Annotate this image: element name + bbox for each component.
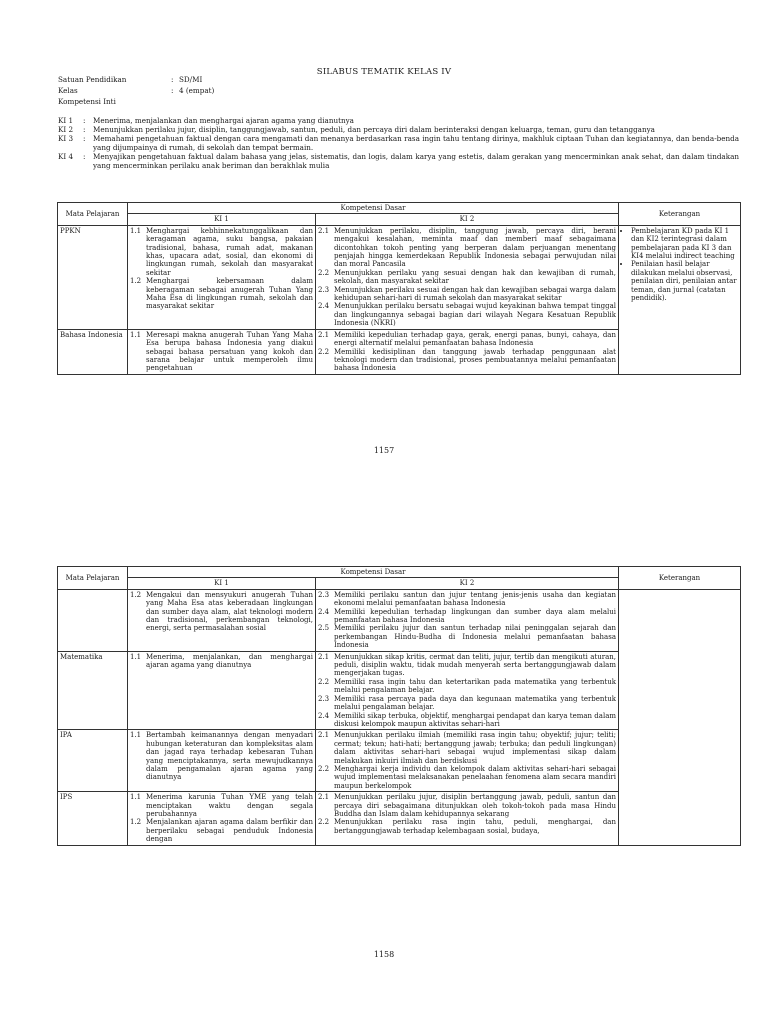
- kd-item: [318, 731, 616, 765]
- kd-item: [130, 818, 313, 843]
- kd-item: [130, 731, 313, 781]
- meta-value: 4 (empat): [179, 86, 215, 95]
- ki-code: KI 2: [58, 125, 74, 134]
- document-page-1158: [0, 560, 768, 1024]
- keterangan-item: • Pembelajaran KD pada KI 1 dan KI2 terintegrasi dalam pembelajaran pada KI 3 dan KI4 melalui indirect teaching: [631, 227, 738, 261]
- ki2-cell: [316, 225, 619, 329]
- meta-kelas: [58, 86, 214, 95]
- ki-text: Menyajikan pengetahuan faktual dalam bahasa yang jelas, sistematis, dan logis, dalam karya yang estetis, dalam gerakan yang mencerminkan anak sehat, dan dalam tindakan yang mencerminkan perilaku anak beriman dan berakhlak mulia: [93, 152, 739, 170]
- ki2-cell: [316, 730, 619, 792]
- kd-item: [318, 302, 616, 327]
- kd-item: [318, 348, 616, 373]
- meta-value: SD/MI: [179, 75, 203, 84]
- kd-number: 2.1: [318, 652, 330, 661]
- kd-text: Menunjukkan perilaku bersatu sebagai wujud keyakinan bahwa tempat tinggal dan lingkungannya sebagai bagian dari wilayah Negara Kesatuan Republik Indonesia (NKRI): [334, 302, 616, 328]
- kd-text: Menjalankan ajaran agama dalam berfikir dan berperilaku sebagai penduduk Indonesia dengan: [146, 818, 313, 844]
- ki-code: KI 1: [58, 116, 74, 125]
- kd-number: 2.2: [318, 677, 330, 686]
- kd-text: Menunjukkan perilaku sesuai dengan hak dan kewajiban sebagai warga dalam kehidupan sehari-hari di rumah sekolah dan masyarakat sekitar: [334, 285, 616, 303]
- kd-item: [318, 331, 616, 348]
- ki-code: KI 3: [58, 134, 74, 143]
- kd-text: Memiliki kepedulian terhadap gaya, gerak, energi panas, bunyi, cahaya, dan energi alternatif melalui pemanfaatan bahasa Indonesia: [334, 330, 616, 348]
- kd-item: [130, 653, 313, 670]
- table-row: [58, 589, 741, 651]
- kd-text: Menunjukkan perilaku jujur, disiplin bertanggung jawab, peduli, santun dan percaya diri sebagaimana ditunjukkan oleh tokoh-tokoh pada masa Hindu Buddha dan Islam dalam kehidupannya sekarang: [334, 793, 616, 818]
- kd-item: [318, 765, 616, 790]
- kd-text: Menghargai kebersamaan dalam keberagaman sebagai anugerah Tuhan Yang Maha Esa di lingkungan rumah, sekolah dan masyarakat sekitar: [146, 277, 313, 311]
- ki1-cell: [128, 651, 316, 730]
- document-page-1157: [0, 0, 768, 470]
- table-row: [58, 225, 741, 329]
- kd-item: [130, 331, 313, 373]
- kd-text: Menerima karunia Tuhan YME yang telah menciptakan waktu dengan segala perubahannya: [146, 793, 313, 818]
- ki-colon: :: [83, 125, 86, 134]
- kd-item: [318, 818, 616, 835]
- header-kompetensi-dasar: Kompetensi Dasar: [128, 567, 619, 578]
- ki-text: Menunjukkan perilaku jujur, disiplin, tanggungjawab, santun, peduli, dan percaya diri dalam berinteraksi dengan keluarga, teman, guru dan tetangganya: [93, 125, 655, 134]
- ki-text: Menerima, menjalankan dan menghargai ajaran agama yang dianutnya: [93, 116, 354, 125]
- kd-number: 1.1: [130, 793, 142, 802]
- meta-colon: :: [171, 86, 174, 95]
- kd-number: 2.1: [318, 330, 330, 339]
- header-mata-pelajaran: Mata Pelajaran: [58, 567, 128, 590]
- header-ki2: KI 2: [316, 578, 619, 589]
- header-kompetensi-dasar: Kompetensi Dasar: [128, 203, 619, 214]
- kd-text: Menunjukkan perilaku, disiplin, tanggung jawab, percaya diri, berani mengakui kesalahan, meminta maaf dan memberi maaf sebagaimana dicontohkan tokoh penting yang berperan dalam perjuangan menentang penjajah hingga kemerdekaan Republik Indonesia sebagai perwujudan nilai dan moral Pancasila: [334, 226, 616, 269]
- kd-item: [130, 227, 313, 277]
- silabus-table-page-2: [57, 566, 741, 846]
- kd-number: 2.1: [318, 226, 330, 235]
- kd-item: [318, 678, 616, 695]
- header-mata-pelajaran: Mata Pelajaran: [58, 203, 128, 226]
- subject-cell: PPKN: [58, 225, 128, 329]
- kd-text: Menunjukkan perilaku yang sesuai dengan hak dan kewajiban di rumah, sekolah, dan masyarakat sekitar: [334, 268, 616, 286]
- kd-item: [130, 277, 313, 311]
- ki2-cell: [316, 589, 619, 651]
- ki-code: KI 4: [58, 152, 74, 161]
- kd-text: Mengakui dan mensyukuri anugerah Tuhan yang Maha Esa atas keberadaan lingkungan dan sumber daya alam, alat teknologi modern dan tradisional, perkembangan teknologi, energi, serta permasalahan sosial: [146, 590, 313, 633]
- kd-text: Menghargai kerja individu dan kelompok dalam aktivitas sehari-hari sebagai wujud implementasi melaksanakan penelaahan fenomena alam secara mandiri maupun berkelompok: [334, 764, 616, 790]
- kd-number: 1.2: [130, 277, 142, 286]
- kd-number: 1.1: [130, 226, 142, 235]
- ki1-cell: [128, 589, 316, 651]
- silabus-table-page-1: [57, 202, 741, 375]
- ki-colon: :: [83, 134, 86, 143]
- kd-text: Memiliki perilaku santun dan jujur tentang jenis-jenis usaha dan kegiatan ekonomi melalui pemanfaatan bahasa Indonesia: [334, 590, 616, 608]
- header-keterangan: Keterangan: [619, 203, 741, 226]
- ki-row-3: [58, 134, 739, 152]
- kd-number: 2.2: [318, 764, 330, 773]
- kd-number: 2.4: [318, 711, 330, 720]
- subject-cell: Bahasa Indonesia: [58, 329, 128, 374]
- kd-item: [318, 695, 616, 712]
- kd-text: Memiliki rasa percaya pada daya dan kegunaan matematika yang terbentuk melalui pengalaman belajar.: [334, 694, 616, 712]
- header-ki2: KI 2: [316, 214, 619, 225]
- kd-number: 2.1: [318, 731, 330, 740]
- table-header-row: [58, 567, 741, 578]
- kd-text: Menghargai kebhinnekatunggalikaan dan keragaman agama, suku bangsa, pakaian tradisional, bahasa, rumah adat, makanan khas, upacara adat, sosial, dan ekonomi di lingkungan rumah, sekolah dan masyarakat sekitar: [146, 226, 313, 277]
- ki2-cell: [316, 792, 619, 845]
- kd-text: Menerima, menjalankan, dan menghargai ajaran agama yang dianutnya: [146, 652, 313, 670]
- kd-number: 1.1: [130, 731, 142, 740]
- header-ki1: KI 1: [128, 214, 316, 225]
- subject-cell: IPS: [58, 792, 128, 845]
- page-number: 1158: [373, 950, 395, 959]
- kd-item: [318, 286, 616, 303]
- keterangan-cell: [619, 589, 741, 845]
- ki-colon: :: [83, 152, 86, 161]
- header-ki1: KI 1: [128, 578, 316, 589]
- kd-number: 1.1: [130, 330, 142, 339]
- kd-number: 2.2: [318, 347, 330, 356]
- meta-colon: :: [171, 75, 174, 84]
- kd-number: 2.4: [318, 302, 330, 311]
- kompetensi-inti-label: Kompetensi Inti: [58, 97, 116, 106]
- kd-number: 2.3: [318, 694, 330, 703]
- kd-item: [318, 793, 616, 818]
- table-header-row: [58, 203, 741, 214]
- kd-text: Memiliki sikap terbuka, objektif, menghargai pendapat dan karya teman dalam diskusi kelompok maupun aktivitas sehari-hari: [334, 711, 616, 728]
- subject-cell: [58, 589, 128, 651]
- keterangan-list: [621, 227, 738, 303]
- ki1-cell: [128, 792, 316, 845]
- ki2-cell: [316, 651, 619, 730]
- kd-number: 2.2: [318, 818, 330, 827]
- kd-item: [130, 793, 313, 818]
- meta-satuan-pendidikan: [58, 75, 202, 84]
- kd-number: 2.3: [318, 590, 330, 599]
- kd-item: [318, 712, 616, 729]
- meta-label: Satuan Pendidikan: [58, 75, 127, 84]
- ki-text: Memahami pengetahuan faktual dengan cara mengamati dan menanya berdasarkan rasa ingin tahu tentang dirinya, makhluk ciptaan Tuhan dan kegiatannya, dan benda-benda yang dijumpainya di rumah, di sekolah dan tempat bermain.: [93, 134, 739, 152]
- kd-text: Memiliki kedisiplinan dan tanggung jawab terhadap penggunaan alat teknologi modern dan tradisional, proses pembuatannya melalui pemanfaatan bahasa Indonesia: [334, 347, 616, 373]
- kd-item: [318, 591, 616, 608]
- kd-item: [318, 653, 616, 678]
- kd-number: 2.2: [318, 268, 330, 277]
- ki1-cell: [128, 329, 316, 374]
- kd-item: [130, 591, 313, 633]
- header-keterangan: Keterangan: [619, 567, 741, 590]
- ki1-cell: [128, 730, 316, 792]
- kd-text: Menunjukkan perilaku rasa ingin tahu, peduli, menghargai, dan bertanggungjawab terhadap kelembagaan sosial, budaya,: [334, 818, 616, 835]
- kd-text: Bertambah keimanannya dengan menyadari hubungan keteraturan dan kompleksitas alam dan jagad raya terhadap kebesaran Tuhan yang menciptakannya, serta mewujudkannya dalam pengamalan ajaran agama yang dianutnya: [146, 731, 313, 782]
- kd-text: Memiliki rasa ingin tahu dan ketertarikan pada matematika yang terbentuk melalui pengalaman belajar.: [334, 677, 616, 695]
- kd-item: [318, 624, 616, 649]
- kd-number: 2.5: [318, 624, 330, 633]
- kd-text: Memiliki kepedulian terhadap lingkungan dan sumber daya alam melalui pemanfaatan bahasa Indonesia: [334, 607, 616, 625]
- kd-number: 2.1: [318, 793, 330, 802]
- kd-text: Memiliki perilaku jujur dan santun terhadap nilai peninggalan sejarah dan perkembangan Hindu-Budha di Indonesia melalui pemanfaatan bahasa Indonesia: [334, 624, 616, 650]
- kd-item: [318, 227, 616, 269]
- subject-cell: Matematika: [58, 651, 128, 730]
- page-title: SILABUS TEMATIK KELAS IV: [316, 67, 452, 77]
- kd-text: Meresapi makna anugerah Tuhan Yang Maha Esa berupa bahasa Indonesia yang diakui sebagai bahasa persatuan yang kokoh dan sarana belajar untuk memperoleh ilmu pengetahuan: [146, 330, 313, 373]
- kd-number: 2.3: [318, 285, 330, 294]
- ki-row-2: [58, 125, 739, 134]
- kd-number: 1.2: [130, 590, 142, 599]
- keterangan-item: • Penilaian hasil belajar dilakukan melalui observasi, penilaian diri, penilaian antar teman, dan jurnal (catatan pendidik).: [631, 260, 738, 302]
- ki-row-4: [58, 152, 739, 170]
- kd-text: Menunjukkan perilaku ilmiah (memiliki rasa ingin tahu; obyektif; jujur; teliti; cermat; tekun; hati-hati; bertanggung jawab; terbuka; dan peduli lingkungan) dalam aktivitas sehari-hari sebagai wujud implementasi sikap dalam melakukan inkuiri ilmiah dan berdiskusi: [334, 731, 616, 765]
- subject-cell: IPA: [58, 730, 128, 792]
- ki1-cell: [128, 225, 316, 329]
- ki-list: [58, 116, 739, 170]
- keterangan-cell: [619, 225, 741, 374]
- kd-text: Menunjukkan sikap kritis, cermat dan teliti, jujur, tertib dan mengikuti aturan, peduli, disiplin waktu, tidak mudah menyerah serta bertanggungjawab dalam mengerjakan tugas.: [334, 652, 616, 678]
- meta-label: Kelas: [58, 86, 78, 95]
- kd-item: [318, 269, 616, 286]
- ki-colon: :: [83, 116, 86, 125]
- kd-number: 2.4: [318, 607, 330, 616]
- ki2-cell: [316, 329, 619, 374]
- ki-row-1: [58, 116, 739, 125]
- page-number: 1157: [373, 446, 395, 455]
- kd-number: 1.2: [130, 818, 142, 827]
- kd-item: [318, 608, 616, 625]
- kd-number: 1.1: [130, 652, 142, 661]
